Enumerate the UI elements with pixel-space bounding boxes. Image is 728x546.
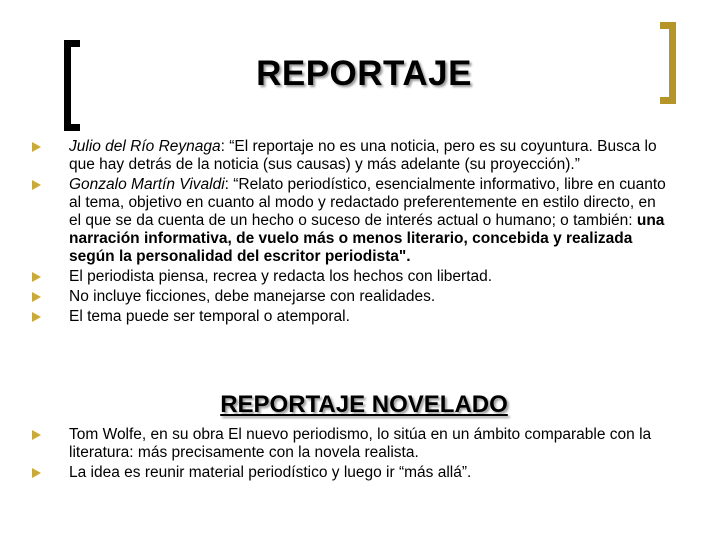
bullet-item — [30, 288, 670, 306]
bullet-item — [30, 176, 670, 266]
bullet-item — [30, 464, 670, 482]
bullet-text: : “El reportaje no es una noticia, pero es su coyuntura. Busca lo que hay detrás de la noticia (sus causas) y más adelante (su proyección).” — [69, 138, 657, 173]
bullet-text: No incluye ficciones, debe manejarse con realidades. — [69, 288, 436, 305]
bullet-text: El periodista piensa, recrea y redacta los hechos con libertad. — [69, 268, 493, 285]
bullet-item — [30, 268, 670, 286]
section-subtitle: REPORTAJE NOVELADO — [220, 391, 508, 418]
bullet-arrow-icon — [32, 142, 41, 152]
bullet-bold-text: una narración informativa, de vuelo más o menos literario, concebida y realizada según la personalidad del escritor periodista". — [69, 212, 665, 265]
bullet-arrow-icon — [32, 468, 41, 478]
bullet-arrow-icon — [32, 292, 41, 302]
bullet-arrow-icon — [32, 272, 41, 282]
bullet-text: Tom Wolfe, en su obra El nuevo periodismo, lo sitúa en un ámbito comparable con la literatura: más precisamente con la novela realista. — [69, 426, 652, 461]
bullet-list — [30, 138, 670, 328]
bullet-item — [30, 426, 670, 462]
bullet-text: El tema puede ser temporal o atemporal. — [69, 308, 350, 325]
bullet-text: La idea es reunir material periodístico y luego ir “más allá”. — [69, 464, 472, 481]
author-name: Julio del Río Reynaga — [69, 138, 221, 155]
bullet-arrow-icon — [32, 430, 41, 440]
slide-title: REPORTAJE — [256, 54, 472, 93]
bullet-item — [30, 308, 670, 326]
bullet-list-2 — [30, 426, 670, 484]
bullet-item — [30, 138, 670, 174]
bullet-arrow-icon — [32, 180, 41, 190]
author-name: Gonzalo Martín Vivaldi — [69, 176, 225, 193]
bullet-arrow-icon — [32, 312, 41, 322]
bullet-text: : “Relato periodístico, esencialmente informativo, libre en cuanto al tema, objetivo en cuanto al modo y redactado preferentemente en estilo directo, en el que se da cuenta de un hecho o suceso de interés actual o humano; o también: — [69, 176, 666, 229]
